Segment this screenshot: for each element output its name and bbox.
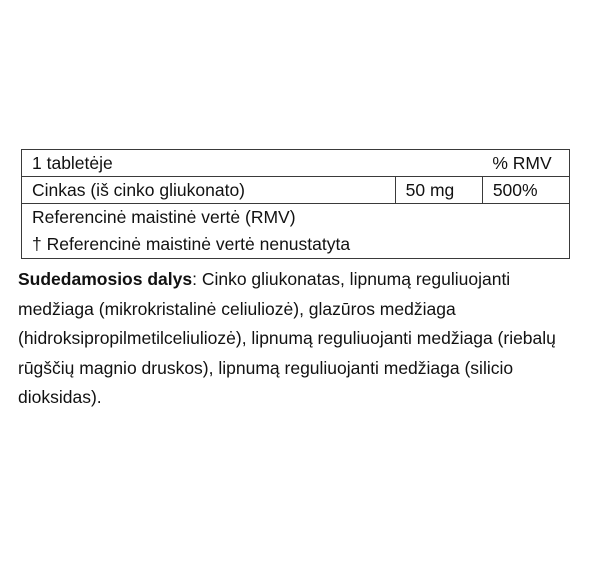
nutrition-table (21, 149, 570, 259)
table-row (22, 177, 570, 204)
ingredients-text: : Cinko gliukonatas, lipnumą reguliuojanti medžiaga (mikrokristalinė celiuliozė), glazūros medžiaga (hidroksipropilmetilceliuliozė), lipnumą reguliuojanti medžiaga (riebalų rūgščių magnio druskos), lipnumą reguliuojanti medžiaga (silicio dioksidas). (18, 269, 556, 407)
ingredients-paragraph (18, 265, 567, 413)
nutrient-amount: 50 mg (395, 177, 482, 204)
nutrient-rmv: 500% (482, 177, 569, 204)
table-header-row (22, 150, 570, 177)
rmv-note: Referencinė maistinė vertė (RMV) (32, 207, 296, 227)
table-notes (22, 204, 570, 259)
rmv-percent-header: % RMV (482, 150, 569, 177)
per-tablet-header: 1 tabletėje (22, 150, 483, 177)
product-info-panel (18, 149, 570, 413)
nutrient-name: Cinkas (iš cinko gliukonato) (22, 177, 396, 204)
table-notes-row (22, 204, 570, 259)
rmv-not-set-note: † Referencinė maistinė vertė nenustatyta (32, 234, 351, 254)
ingredients-label: Sudedamosios dalys (18, 269, 193, 289)
